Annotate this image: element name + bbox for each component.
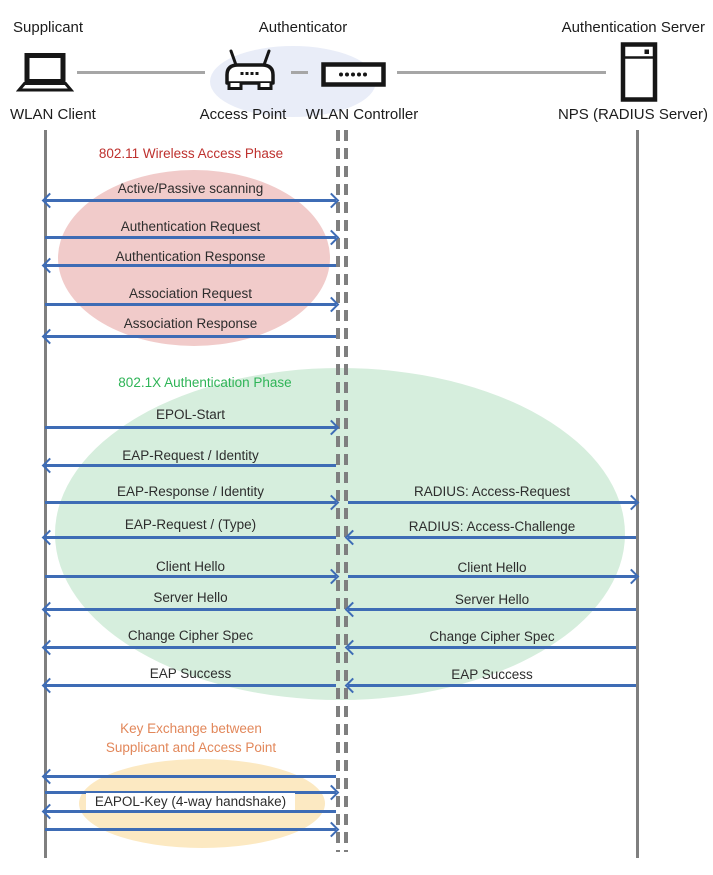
- arrow-eap-success-left: [45, 684, 336, 687]
- message-label-epol-start: EPOL-Start: [155, 407, 226, 422]
- message-label-active-passive-scanning: Active/Passive scanning: [117, 181, 264, 196]
- message-label-client-hello-right: Client Hello: [457, 560, 527, 575]
- connector-controller-server: [397, 71, 606, 74]
- wlan-controller-icon: [321, 62, 386, 87]
- arrow-authentication-request: [45, 236, 336, 239]
- lifeline-nps: [636, 130, 639, 858]
- arrow-radius-access-challenge: [348, 536, 636, 539]
- message-label-eapol-key: [45, 793, 336, 810]
- message-label-association-request: Association Request: [128, 286, 253, 301]
- role-authentication-server: Authentication Server: [561, 19, 705, 36]
- connector-ap-controller: [291, 71, 308, 74]
- arrow-change-cipher-spec-left: [45, 646, 336, 649]
- message-label-eap-request-type: EAP-Request / (Type): [124, 517, 257, 532]
- message-label-eap-response-identity: EAP-Response / Identity: [116, 484, 265, 499]
- arrow-radius-access-request: [348, 501, 636, 504]
- arrow-active-passive-scanning: [45, 199, 336, 202]
- message-label-association-response: Association Response: [123, 316, 258, 331]
- message-label-server-hello-left: Server Hello: [153, 590, 228, 605]
- arrow-eapol-key-4: [45, 828, 336, 831]
- message-label-eap-request-identity: EAP-Request / Identity: [122, 448, 259, 463]
- laptop-icon: [16, 53, 74, 93]
- connector-client-ap: [77, 71, 205, 74]
- node-label-wlan-client: WLAN Client: [10, 106, 96, 123]
- message-label-radius-access-request: RADIUS: Access-Request: [413, 484, 571, 499]
- message-label-eap-success-left: EAP Success: [149, 666, 232, 681]
- message-label-change-cipher-spec-right: Change Cipher Spec: [429, 629, 555, 644]
- arrow-eapol-key-3: [45, 810, 336, 813]
- arrow-eap-success-right: [348, 684, 636, 687]
- arrow-eap-response-identity: [45, 501, 336, 504]
- arrow-eap-request-type: [45, 536, 336, 539]
- arrow-eap-request-identity: [45, 464, 336, 467]
- arrow-change-cipher-spec-right: [348, 646, 636, 649]
- arrow-client-hello-left: [45, 575, 336, 578]
- node-label-nps: NPS (RADIUS Server): [557, 106, 708, 123]
- phase3-title-line1: Key Exchange between: [120, 721, 262, 736]
- node-label-wlan-controller: WLAN Controller: [305, 106, 419, 123]
- arrow-eapol-key-1: [45, 775, 336, 778]
- arrow-association-request: [45, 303, 336, 306]
- role-supplicant: Supplicant: [13, 19, 84, 36]
- message-label-eap-success-right: EAP Success: [451, 667, 533, 682]
- arrow-client-hello-right: [348, 575, 636, 578]
- arrow-server-hello-left: [45, 608, 336, 611]
- role-authenticator: Authenticator: [258, 19, 348, 36]
- message-label-authentication-response: Authentication Response: [115, 249, 266, 264]
- message-label-server-hello-right: Server Hello: [454, 592, 530, 607]
- message-label-change-cipher-spec-left: Change Cipher Spec: [127, 628, 254, 643]
- eapol-key-label-text: EAPOL-Key (4-way handshake): [86, 793, 295, 810]
- arrow-association-response: [45, 335, 336, 338]
- access-point-icon: [219, 48, 281, 92]
- node-label-access-point: Access Point: [199, 106, 287, 123]
- phase2-title: 802.1X Authentication Phase: [118, 375, 292, 390]
- message-label-radius-access-challenge: RADIUS: Access-Challenge: [408, 519, 576, 534]
- message-label-client-hello-left: Client Hello: [155, 559, 226, 574]
- arrow-epol-start: [45, 426, 336, 429]
- arrow-authentication-response: [45, 264, 336, 267]
- phase1-title: 802.11 Wireless Access Phase: [98, 146, 284, 161]
- arrow-server-hello-right: [348, 608, 636, 611]
- server-icon: [620, 42, 658, 102]
- message-label-authentication-request: Authentication Request: [120, 219, 261, 234]
- phase3-title-line2: Supplicant and Access Point: [105, 740, 277, 755]
